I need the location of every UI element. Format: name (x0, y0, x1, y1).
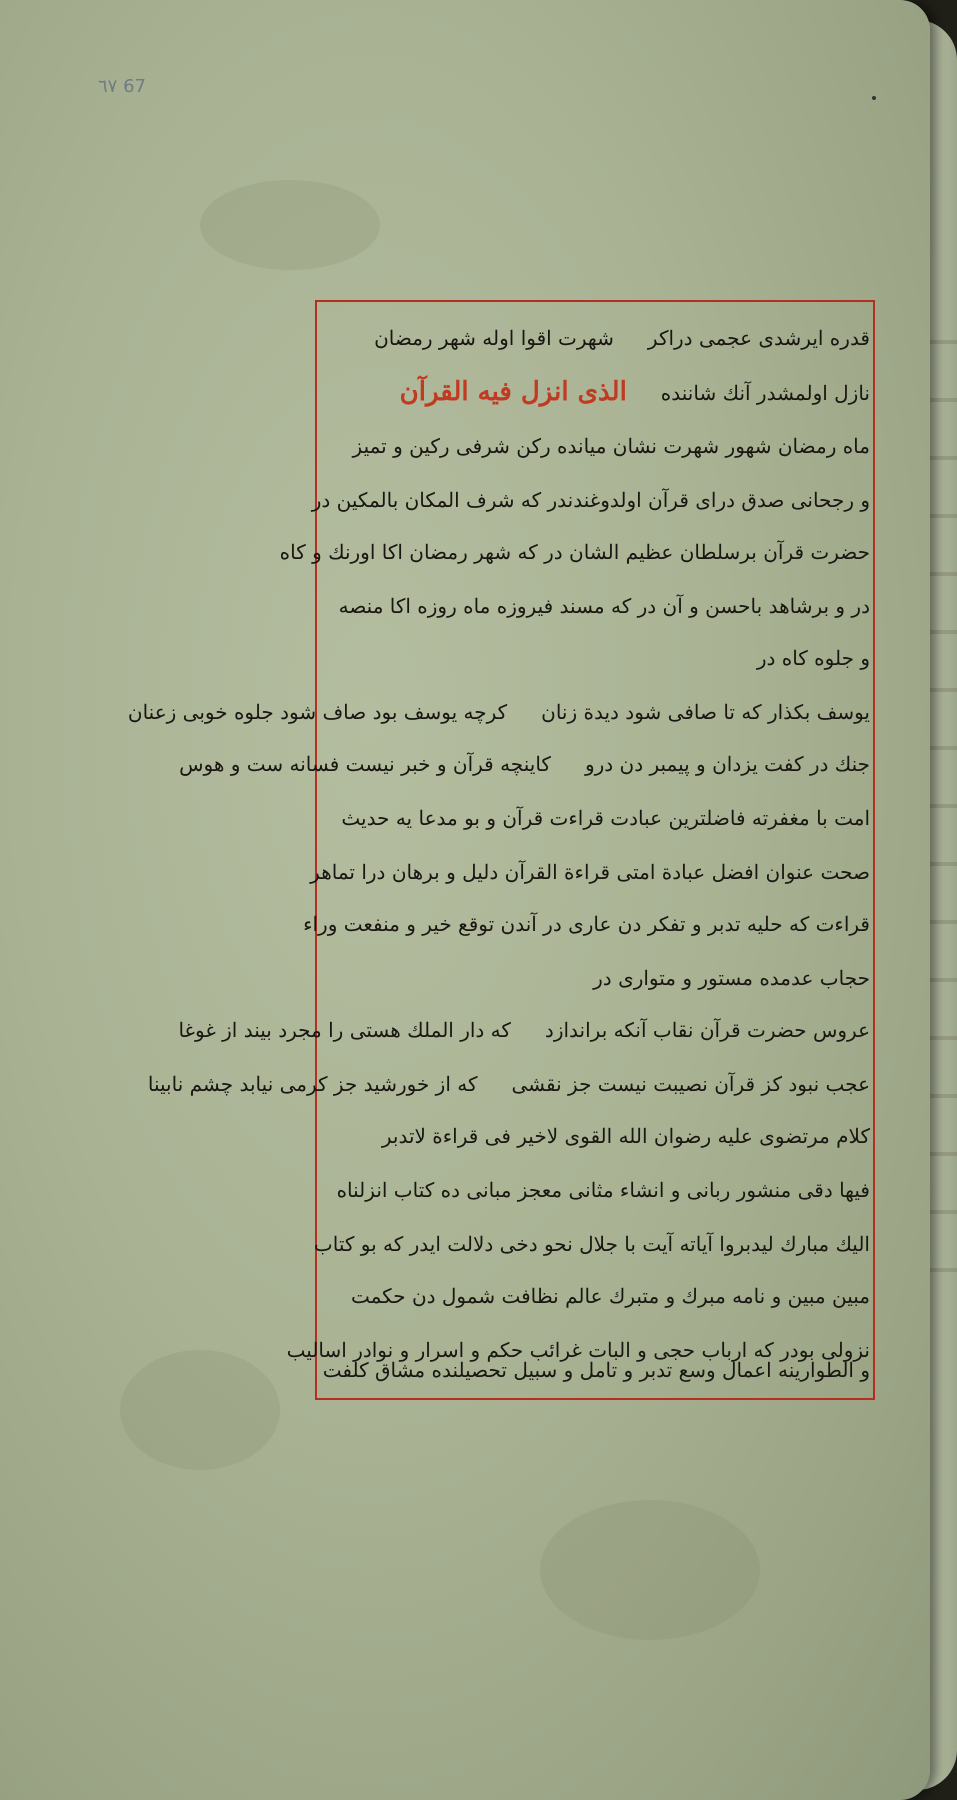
text-line (127, 686, 870, 738)
text-line (322, 366, 870, 418)
text-segment: جنك در کفت یزدان و پیمبر دن درو (584, 752, 870, 776)
text-line (313, 1218, 870, 1270)
text-line (322, 632, 870, 684)
text-segment: امت با مغفرته فاضلترین عبادت قراءت قرآن و بو مدعا یه حدیث (341, 806, 870, 830)
text-segment: صحت عنوان افضل عبادة امتی قراءة القرآن دلیل و برهان درا تماهر (310, 860, 870, 884)
text-segment: مبین مبین و نامه مبرك و متبرك عالم نظافت شمول دن حکمت (350, 1284, 870, 1308)
text-line (322, 952, 870, 1004)
text-line (322, 312, 870, 364)
text-segment: فیها دقی منشور ربانی و انشاء مثانی معجز مبانی ده کتاب انزلناه (336, 1178, 870, 1202)
text-segment: کلام مرتضوی علیه رضوان الله القوی لاخیر فی قراءة لاتدبر (381, 1124, 870, 1148)
text-segment: ماه رمضان شهور شهرت نشان میانده رکن شرفی رکین و تمیز (352, 434, 870, 458)
text-segment: که دار الملك هستی را مجرد بیند از غوغا (178, 1018, 511, 1042)
text-line (179, 738, 870, 790)
text-line (279, 526, 870, 578)
text-segment: عروس حضرت قرآن نقاب آنکه براندازد (544, 1018, 870, 1042)
text-segment: و الطوارینه اعمال وسع تدبر و تامل و سبیل تحصیلنده مشاق کلفت (322, 1358, 870, 1382)
text-segment: قدره ایرشدی عجمی دراکر (647, 326, 870, 350)
text-segment: نزولی بودر که ارباب حجی و البات غرائب حکم و اسرار و نوادر اسالیب (286, 1338, 870, 1362)
text-segment: قراءت که حلیه تدبر و تفکر دن عاری در آندن توقع خیر و منفعت وراء (303, 912, 870, 936)
text-line (322, 580, 870, 632)
text-line (322, 420, 870, 472)
text-segment: که از خورشید جز کرمی نیابد چشم نابینا (147, 1072, 478, 1096)
rubricated-quotation: الذی انزل فیه القرآن (399, 377, 627, 407)
paper-stain (200, 180, 380, 270)
text-segment: و جلوه کاه در (756, 646, 870, 670)
text-segment: حضرت قرآن برسلطان عظیم الشان در که شهر رمضان اکا اورنك و کاه (279, 540, 870, 564)
text-segment: کاینچه قرآن و خبر نیست فسانه ست و هوس (179, 752, 551, 776)
text-line (310, 846, 870, 898)
text-segment: در و برشاهد باحسن و آن در که مسند فیروزه ماه روزه اکا منصه (338, 594, 870, 618)
text-line (322, 1344, 870, 1396)
text-segment: نازل اولمشدر آنك شاننده (660, 381, 870, 405)
ink-dot (872, 96, 876, 100)
paper-stain (540, 1500, 760, 1640)
text-segment: و رجحانی صدق درای قرآن اولدوغندندر که شرف المکان بالمکین در (311, 488, 870, 512)
paper-stain (120, 1350, 280, 1470)
folio-number: ٦٧ 67 (98, 76, 146, 97)
text-block (127, 308, 870, 1396)
text-segment: عجب نبود کز قرآن نصیبت نیست جز نقشی (511, 1072, 870, 1096)
text-line (322, 792, 870, 844)
text-line (303, 898, 870, 950)
text-segment: شهرت اقوا اوله شهر رمضان (374, 326, 614, 350)
text-line (322, 1110, 870, 1162)
text-segment: الیك مبارك لیدبروا آیاته آیت با جلال نحو دخی دلالت ایدر که بو کتاب (313, 1232, 870, 1256)
text-segment: حجاب عدمده مستور و متواری در (593, 966, 870, 990)
text-line (322, 1270, 870, 1322)
text-segment: کرچه یوسف بود صاف شود جلوه خوبی زعنان (127, 700, 508, 724)
text-segment: یوسف بکذار که تا صافی شود دیدة زنان (541, 700, 870, 724)
text-line (311, 474, 870, 526)
text-line (147, 1058, 870, 1110)
text-line (178, 1004, 870, 1056)
text-line (322, 1164, 870, 1216)
